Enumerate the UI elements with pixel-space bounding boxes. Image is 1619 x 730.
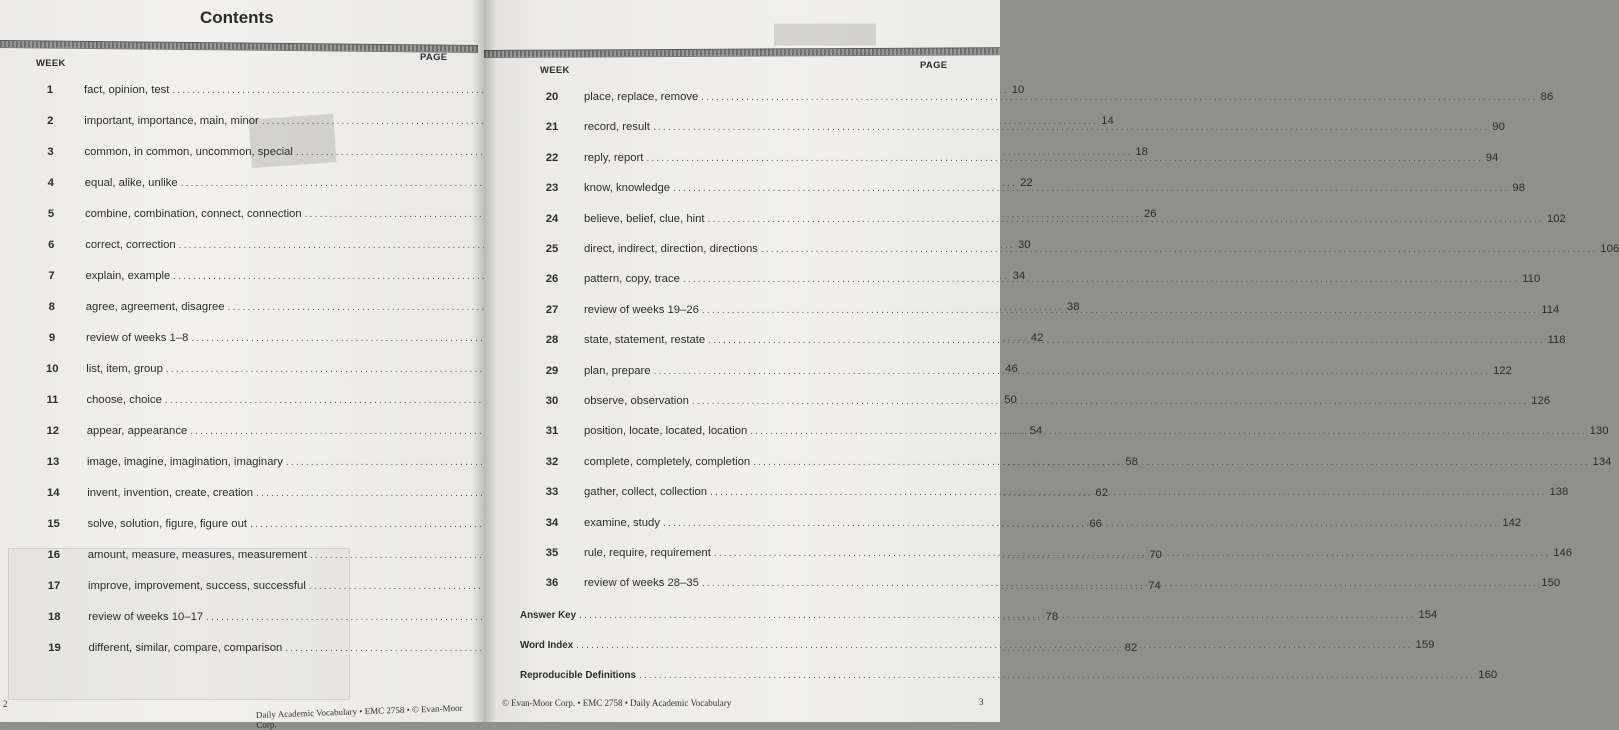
entry-title: image, imagine, imagination, imaginary: [87, 456, 283, 468]
entry-title: reply, report: [584, 151, 644, 164]
week-number: 11: [46, 394, 59, 406]
week-number: 9: [48, 332, 56, 344]
back-matter-row: [520, 669, 1498, 681]
week-number: 18: [47, 611, 61, 623]
entry-title: pattern, copy, trace: [584, 273, 680, 286]
week-column-header: WEEK: [540, 65, 570, 76]
week-number: 36: [545, 577, 559, 590]
dot-leader: [639, 670, 1475, 681]
entry-title: state, statement, restate: [584, 334, 706, 347]
entry-title: plan, prepare: [584, 364, 651, 377]
dot-leader: [714, 548, 1550, 559]
page-ref: 74: [1148, 580, 1161, 592]
entry-title: explain, example: [85, 270, 171, 282]
week-number: 4: [47, 177, 54, 189]
week-number: 32: [545, 455, 559, 468]
page-ref: 86: [1540, 91, 1554, 103]
dot-leader: [701, 92, 1537, 103]
week-number: 30: [545, 395, 559, 407]
page-ref: 18: [1135, 146, 1148, 158]
page-ref: 26: [1144, 208, 1157, 220]
week-number: 3: [47, 146, 54, 158]
entry-title: place, replace, remove: [584, 91, 699, 103]
week-number: 15: [47, 518, 60, 530]
week-number: 14: [46, 487, 60, 499]
contents-row: [28, 115, 1114, 127]
entry-title: observe, observation: [584, 395, 689, 407]
page-ref: 146: [1553, 547, 1573, 559]
week-number: 29: [545, 364, 559, 377]
dot-leader: [653, 122, 1489, 133]
show-through-box: [8, 548, 350, 700]
entry-title: invent, invention, create, creation: [87, 487, 254, 499]
page-number: 2: [3, 699, 8, 709]
page-ref: 50: [1004, 394, 1017, 406]
page-ref: 58: [1125, 456, 1138, 468]
week-number: 24: [545, 212, 559, 225]
entry-title: complete, completely, completion: [584, 455, 751, 468]
week-number: 28: [545, 334, 559, 347]
header-rule: [0, 40, 478, 53]
entry-title: important, importance, main, minor: [84, 115, 259, 127]
entry-title: examine, study: [584, 516, 660, 529]
page-ref: 102: [1546, 212, 1566, 225]
page-ref: 159: [1415, 639, 1435, 651]
page-ref: 14: [1101, 115, 1114, 127]
entry-title: Answer Key: [520, 610, 577, 621]
page-ref: 106: [1600, 243, 1619, 255]
entry-title: solve, solution, figure, figure out: [87, 518, 248, 530]
week-number: 13: [46, 456, 60, 468]
book-gutter: [472, 0, 496, 722]
dot-leader: [753, 457, 1589, 468]
week-number: 10: [45, 363, 59, 375]
dot-leader: [702, 578, 1538, 589]
entry-title: position, locate, located, location: [584, 425, 748, 438]
page-footer: © Evan-Moor Corp. • EMC 2758 • Daily Academic Vocabulary: [502, 698, 732, 708]
page-ref: 10: [1011, 84, 1025, 96]
page-ref: 122: [1492, 364, 1512, 377]
page-ref: 82: [1124, 642, 1138, 654]
dot-leader: [654, 366, 1490, 377]
page-ref: 22: [1020, 177, 1033, 189]
week-number: 31: [545, 425, 559, 438]
entry-title: appear, appearance: [86, 425, 188, 437]
entry-title: rule, require, requirement: [584, 547, 711, 559]
dot-leader: [646, 153, 1482, 164]
page-ref: 110: [1522, 273, 1541, 286]
page-ref: 70: [1149, 549, 1162, 561]
page-ref: 150: [1541, 577, 1561, 590]
page-ref: 66: [1089, 518, 1102, 530]
entry-title: equal, alike, unlike: [84, 177, 178, 189]
page-ref: 126: [1531, 395, 1551, 407]
dot-leader: [702, 305, 1538, 316]
page-ref: 130: [1589, 425, 1609, 438]
dot-leader: [683, 274, 1519, 285]
entry-title: direct, indirect, direction, directions: [584, 243, 758, 255]
entry-title: Reproducible Definitions: [520, 670, 636, 681]
page-column-header: PAGE: [920, 60, 948, 71]
week-number: 22: [545, 151, 559, 164]
entry-title: know, knowledge: [584, 182, 671, 195]
page-ref: 46: [1005, 363, 1018, 375]
contents-row: [532, 91, 1554, 103]
page-number: 3: [979, 697, 984, 707]
week-number: 2: [47, 115, 54, 127]
contents-row: [28, 84, 1025, 96]
week-column-header: WEEK: [36, 58, 66, 69]
entry-title: improve, improvement, success, successful: [88, 580, 306, 592]
entry-title: fact, opinion, test: [84, 84, 170, 96]
page-ref: 42: [1030, 332, 1044, 344]
week-number: 7: [48, 270, 55, 282]
page-ref: 118: [1547, 334, 1566, 347]
entry-title: correct, correction: [85, 239, 176, 251]
header-rule: [484, 47, 1000, 58]
page-ref: 134: [1592, 455, 1612, 468]
page-ref: 160: [1478, 669, 1498, 681]
week-number: 35: [545, 547, 559, 559]
entry-title: choose, choice: [86, 394, 162, 406]
entry-title: believe, belief, clue, hint: [584, 212, 705, 225]
dot-leader: [692, 396, 1528, 407]
week-number: 23: [545, 182, 559, 195]
week-number: 12: [46, 425, 60, 437]
page-ref: 138: [1549, 486, 1569, 499]
dot-leader: [708, 214, 1544, 225]
week-number: 21: [545, 121, 559, 134]
dot-leader: [750, 426, 1586, 437]
week-number: 25: [545, 243, 559, 255]
page-ref: 154: [1418, 609, 1438, 621]
week-number: 26: [545, 273, 559, 286]
week-number: 27: [545, 303, 559, 316]
entry-title: combine, combination, connect, connection: [85, 208, 302, 220]
entry-title: different, similar, compare, comparison: [88, 642, 283, 654]
entry-title: review of weeks 28–35: [584, 577, 699, 590]
entry-title: review of weeks 19–26: [584, 303, 699, 316]
week-number: 34: [545, 516, 559, 529]
page-column-header: PAGE: [420, 52, 448, 63]
show-through-heading: ████████: [774, 24, 877, 44]
entry-title: amount, measure, measures, measurement: [87, 549, 307, 561]
week-number: 1: [46, 84, 54, 96]
page-ref: 94: [1485, 151, 1499, 164]
dot-leader: [708, 335, 1544, 346]
dot-leader: [710, 487, 1546, 498]
week-number: 17: [47, 580, 61, 592]
dot-leader: [663, 518, 1499, 529]
page-ref: 30: [1018, 239, 1031, 251]
page-ref: 38: [1066, 301, 1080, 313]
page-ref: 54: [1029, 425, 1043, 437]
page-ref: 34: [1012, 270, 1026, 282]
page-ref: 98: [1512, 182, 1525, 195]
entry-title: agree, agreement, disagree: [85, 301, 225, 313]
dot-leader: [576, 640, 1412, 651]
week-number: 19: [48, 642, 61, 654]
show-through-cover: ███: [248, 115, 337, 165]
week-number: 5: [47, 208, 55, 220]
entry-title: review of weeks 10–17: [88, 611, 204, 623]
week-number: 33: [545, 486, 559, 499]
entry-title: common, in common, uncommon, special: [84, 146, 293, 158]
dot-leader: [579, 610, 1415, 621]
page-title: Contents: [200, 8, 274, 27]
week-number: 8: [48, 301, 55, 313]
entry-title: list, item, group: [86, 363, 163, 375]
entry-title: Word Index: [520, 640, 574, 651]
page-ref: 142: [1502, 516, 1522, 529]
page-ref: 114: [1541, 303, 1560, 316]
entry-title: gather, collect, collection: [584, 486, 708, 499]
page-ref: 78: [1045, 611, 1059, 623]
page-ref: 62: [1095, 487, 1108, 499]
page-ref: 90: [1492, 121, 1505, 134]
week-number: 6: [48, 239, 55, 251]
week-number: 16: [47, 549, 61, 561]
week-number: 20: [545, 91, 559, 103]
page-footer: Daily Academic Vocabulary • EMC 2758 • © Evan-Moor Corp.: [255, 702, 463, 730]
dot-leader: [673, 183, 1509, 194]
entry-title: record, result: [584, 121, 650, 134]
dot-leader: [761, 244, 1597, 255]
entry-title: review of weeks 1–8: [86, 332, 189, 344]
